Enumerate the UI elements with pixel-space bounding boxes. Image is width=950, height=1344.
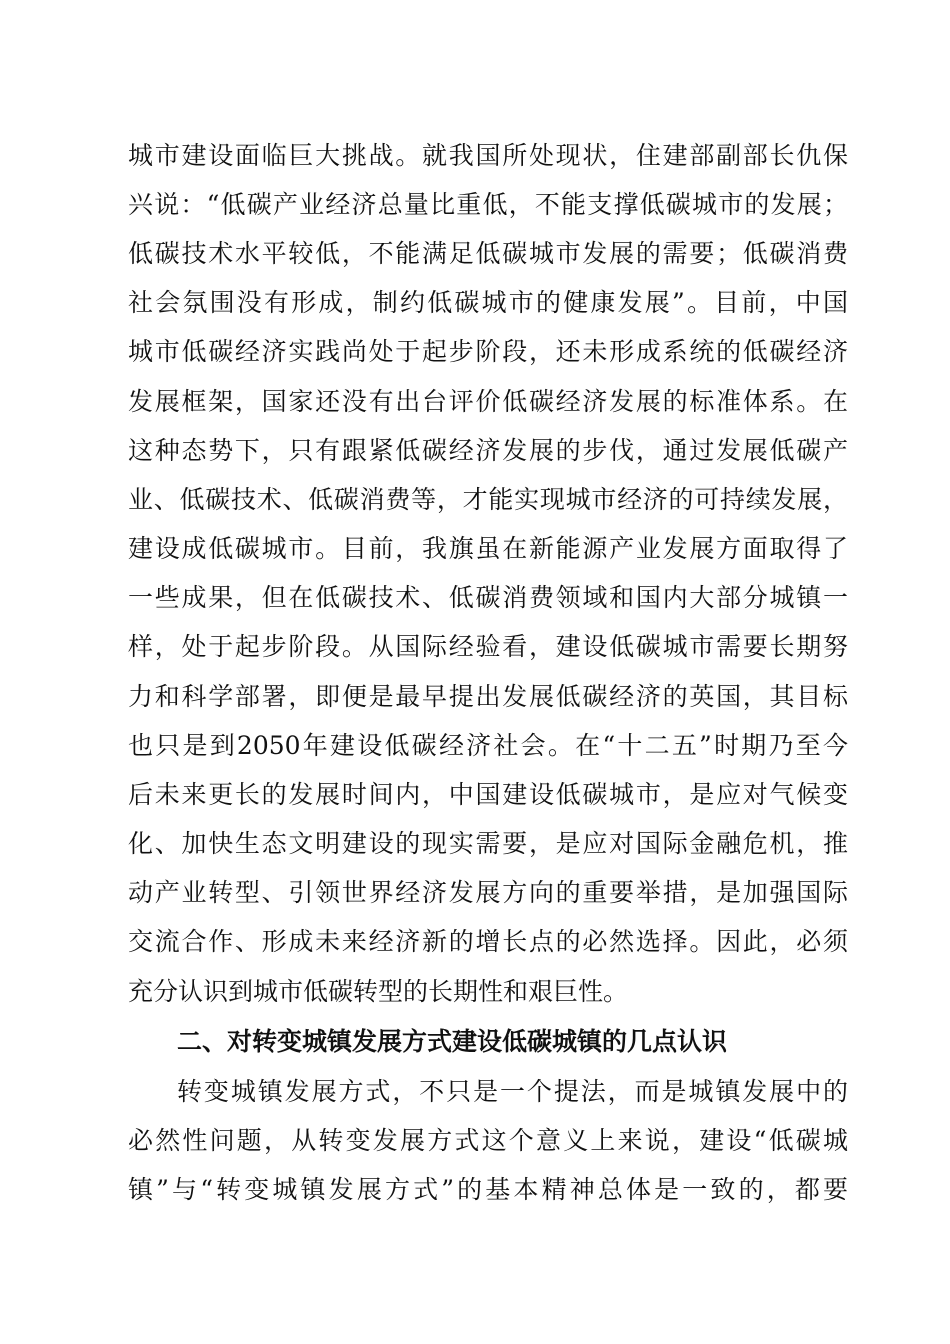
- text-line: 必然性问题，从转变发展方式这个意义上来说，建设“低碳城: [128, 1126, 848, 1155]
- text-line: 力和科学部署，即便是最早提出发展低碳经济的英国，其目标: [128, 682, 848, 711]
- text-line: 城市低碳经济实践尚处于起步阶段，还未形成系统的低碳经济: [128, 337, 848, 366]
- section-heading: 二、对转变城镇发展方式建设低碳城镇的几点认识: [177, 1027, 728, 1056]
- text-line: 交流合作、形成未来经济新的增长点的必然选择。因此，必须: [128, 927, 848, 956]
- text-line: 这种态势下，只有跟紧低碳经济发展的步伐，通过发展低碳产: [128, 436, 848, 465]
- text-line: 化、加快生态文明建设的现实需要，是应对国际金融危机，推: [128, 829, 848, 858]
- text-line: 动产业转型、引领世界经济发展方向的重要举措，是加强国际: [128, 878, 848, 907]
- text-line: 后未来更长的发展时间内，中国建设低碳城市，是应对气候变: [128, 780, 848, 809]
- text-line: 建设成低碳城市。目前，我旗虽在新能源产业发展方面取得了: [128, 534, 848, 563]
- text-line: 低碳技术水平较低，不能满足低碳城市发展的需要；低碳消费: [128, 239, 848, 268]
- text-line: 充分认识到城市低碳转型的长期性和艰巨性。: [128, 977, 629, 1006]
- text-line: 城市建设面临巨大挑战。就我国所处现状，住建部副部长仇保: [128, 141, 848, 170]
- text-line: 兴说：“低碳产业经济总量比重低，不能支撑低碳城市的发展；: [128, 190, 848, 219]
- text-line: 业、低碳技术、低碳消费等，才能实现城市经济的可持续发展，: [128, 485, 848, 514]
- text-line: 镇”与“转变城镇发展方式”的基本精神总体是一致的，都要: [128, 1175, 848, 1204]
- text-line: 一些成果，但在低碳技术、低碳消费领域和国内大部分城镇一: [128, 583, 848, 612]
- text-line: 发展框架，国家还没有出台评价低碳经济发展的标准体系。在: [128, 387, 848, 416]
- text-line: 样，处于起步阶段。从国际经验看，建设低碳城市需要长期努: [128, 632, 848, 661]
- text-line: 转变城镇发展方式，不只是一个提法，而是城镇发展中的: [177, 1077, 848, 1106]
- text-line: 社会氛围没有形成，制约低碳城市的健康发展”。目前，中国: [128, 288, 848, 317]
- text-line: 也只是到2050年建设低碳经济社会。在“十二五”时期乃至今: [128, 731, 848, 760]
